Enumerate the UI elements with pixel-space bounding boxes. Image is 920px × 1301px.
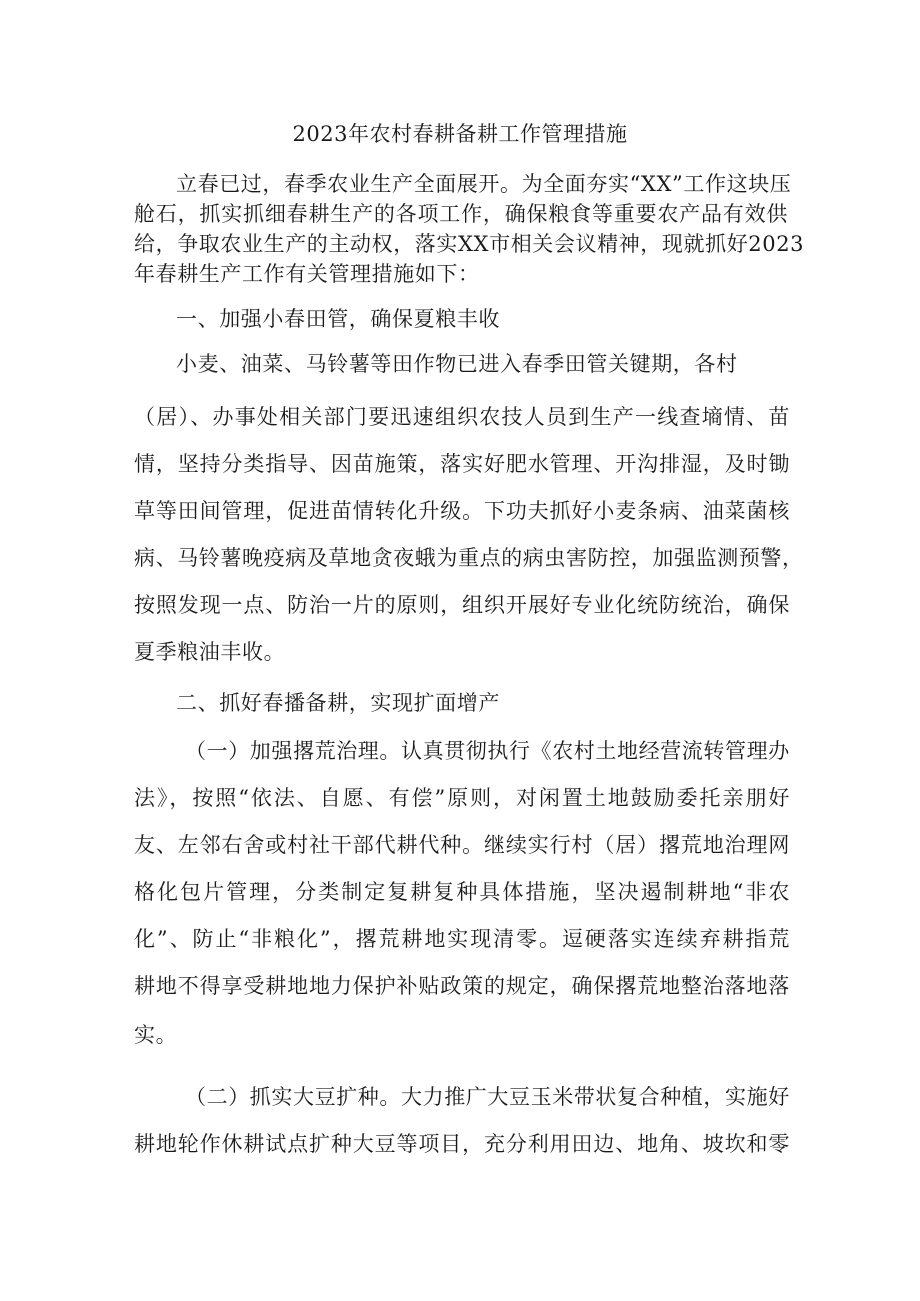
section2-2-line-1: （二）抓实大豆扩种。大力推广大豆玉米带状复合种植，实施好 xyxy=(185,1085,790,1109)
section1-line-3: 情，坚持分类指导、因苗施策，落实好肥水管理、开沟排湿，及时锄 xyxy=(134,452,790,476)
section1-line-5: 病、马铃薯晚疫病及草地贪夜蛾为重点的病虫害防控，加强监测预警， xyxy=(134,546,804,570)
section1-line-4: 草等田间管理，促进苗情转化升级。下功夫抓好小麦条病、油菜菌核 xyxy=(134,499,790,523)
intro-line-3: 给，争取农业生产的主动权，落实XX市相关会议精神，现就抓好2023 xyxy=(134,232,805,256)
section2-1-line-5: 化”、防止“非粮化”，撂荒耕地实现清零。逗硬落实连续弃耕指荒 xyxy=(134,927,790,951)
section2-1-line-4: 格化包片管理，分类制定复耕复种具体措施，坚决遏制耕地“非农 xyxy=(134,880,790,904)
section2-1-line-3: 友、左邻右舍或村社干部代耕代种。继续实行村（居）撂荒地治理网 xyxy=(134,833,790,857)
intro-line-2: 舱石，抓实抓细春耕生产的各项工作，确保粮食等重要农产品有效供 xyxy=(134,202,788,226)
document-title: 2023年农村春耕备耕工作管理措施 xyxy=(292,122,628,146)
section1-line-1: 小麦、油菜、马铃薯等田作物已进入春季田管关键期，各村 xyxy=(176,352,738,376)
section2-1-line-6: 耕地不得享受耕地地力保护补贴政策的规定，确保撂荒地整治落地落 xyxy=(134,974,790,998)
section1-line-6: 按照发现一点、防治一片的原则，组织开展好专业化统防统治，确保 xyxy=(134,593,790,617)
heading-section-2: 二、抓好春播备耕，实现扩面增产 xyxy=(176,691,500,715)
section2-1-line-2: 法》，按照“依法、自愿、有偿”原则，对闲置土地鼓励委托亲朋好 xyxy=(134,786,790,810)
intro-line-1: 立春已过，春季农业生产全面展开。为全面夯实“XX”工作这块压 xyxy=(176,172,792,196)
section2-1-line-1: （一）加强撂荒治理。认真贯彻执行《农村土地经营流转管理办 xyxy=(185,739,790,763)
section1-line-7: 夏季粮油丰收。 xyxy=(134,640,286,664)
section2-2-line-2: 耕地轮作休耕试点扩种大豆等项目，充分利用田边、地角、坡坎和零 xyxy=(134,1132,790,1156)
section1-line-2: （居）、办事处相关部门要迅速组织农技人员到生产一线查墒情、苗 xyxy=(134,405,790,429)
intro-line-4: 年春耕生产工作有关管理措施如下： xyxy=(134,262,480,286)
heading-section-1: 一、加强小春田管，确保夏粮丰收 xyxy=(176,307,500,331)
section2-1-line-7: 实。 xyxy=(134,1023,178,1047)
